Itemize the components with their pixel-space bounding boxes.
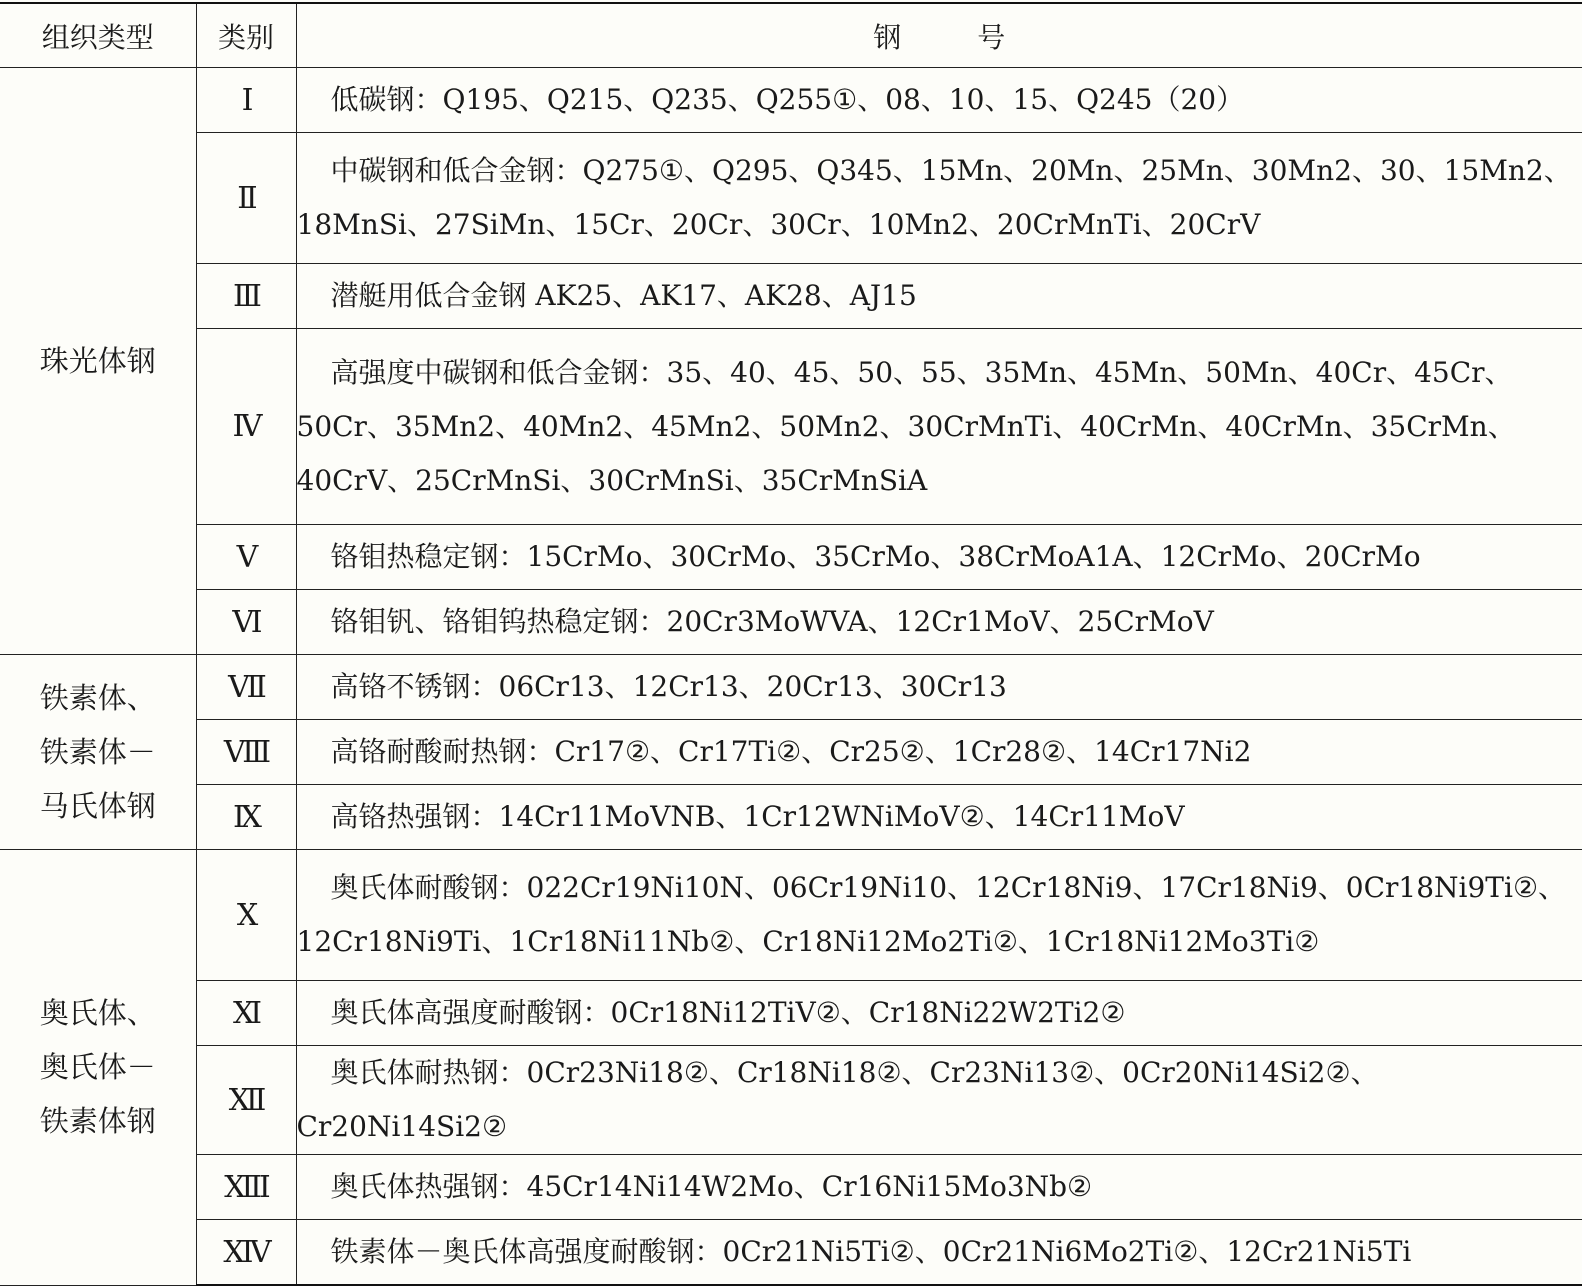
grades-cell: 奥氏体耐酸钢：022Cr19Ni10N、06Cr19Ni10、12Cr18Ni9、17Cr18Ni9、0Cr18Ni9Ti②、12Cr18Ni9Ti、1Cr18Ni11Nb②、Cr18Ni12Mo2Ti②、1Cr18Ni12Mo3Ti② (296, 850, 1582, 981)
group-label-line: 铁素体－ (39, 735, 156, 769)
table-row (0, 850, 1582, 981)
grades-cell: 铬钼钒、铬钼钨热稳定钢：20Cr3MoWVA、12Cr1MoV、25CrMoV (296, 590, 1582, 655)
grades-cell: 奥氏体耐热钢：0Cr23Ni18②、Cr18Ni18②、Cr23Ni13②、0Cr20Ni14Si2②、Cr20Ni14Si2② (296, 1046, 1582, 1155)
header-steel-grade-char1: 钢 (873, 20, 902, 54)
group-label-line: 奥氏体－ (39, 1050, 156, 1085)
table-row (0, 525, 1582, 590)
table-row (0, 264, 1582, 329)
class-cell: Ⅹ (196, 850, 296, 981)
grades-cell: 铬钼热稳定钢：15CrMo、30CrMo、35CrMo、38CrMoA1A、12CrMo、20CrMo (296, 525, 1582, 590)
group-ferritic-martensitic (0, 655, 196, 850)
class-cell: Ⅵ (196, 590, 296, 655)
grades-cell: 中碳钢和低合金钢：Q275①、Q295、Q345、15Mn、20Mn、25Mn、30Mn2、30、15Mn2、18MnSi、27SiMn、15Cr、20Cr、30Cr、10Mn2、20CrMnTi、20CrV (296, 133, 1582, 264)
grades-cell: 高铬不锈钢：06Cr13、12Cr13、20Cr13、30Cr13 (296, 655, 1582, 720)
class-cell: Ⅶ (196, 655, 296, 720)
class-cell: Ⅳ (196, 329, 296, 525)
class-cell: ⅩⅣ (196, 1220, 296, 1286)
class-cell: Ⅻ (196, 1046, 296, 1155)
table-row (0, 590, 1582, 655)
group-pearlitic (0, 68, 196, 655)
table-row (0, 655, 1582, 720)
class-cell: Ⅷ (196, 720, 296, 785)
class-cell: Ⅱ (196, 133, 296, 264)
grades-cell: 铁素体－奥氏体高强度耐酸钢：0Cr21Ni5Ti②、0Cr21Ni6Mo2Ti②、12Cr21Ni5Ti (296, 1220, 1582, 1286)
header-steel-grade (296, 3, 1582, 68)
grades-cell: 潜艇用低合金钢 AK25、AK17、AK28、AJ15 (296, 264, 1582, 329)
header-structure-type: 组织类型 (0, 3, 196, 68)
grades-cell: 高铬耐酸耐热钢：Cr17②、Cr17Ti②、Cr25②、1Cr28②、14Cr17Ni2 (296, 720, 1582, 785)
grades-cell: 高强度中碳钢和低合金钢：35、40、45、50、55、35Mn、45Mn、50Mn、40Cr、45Cr、50Cr、35Mn2、40Mn2、45Mn2、50Mn2、30CrMnTi、40CrMn、40CrMn、35CrMn、40CrV、25CrMnSi、30CrMnSi、35CrMnSiA (296, 329, 1582, 525)
group-austenitic-ferritic (0, 850, 196, 1286)
class-cell: Ⅸ (196, 785, 296, 850)
table-row (0, 68, 1582, 133)
group-label-line: 马氏体钢 (39, 789, 156, 823)
header-row (0, 3, 1582, 68)
table-row (0, 329, 1582, 525)
table-row (0, 1046, 1582, 1155)
table-row (0, 785, 1582, 850)
table-row (0, 1220, 1582, 1286)
table-row (0, 133, 1582, 264)
group-label-line: 珠光体钢 (39, 344, 156, 378)
group-label-line: 奥氏体、 (39, 996, 156, 1031)
header-steel-grade-char2: 号 (977, 20, 1006, 54)
class-cell: Ⅴ (196, 525, 296, 590)
class-cell: ⅫⅠ (196, 1155, 296, 1220)
table-row (0, 1155, 1582, 1220)
steel-classification-table (0, 2, 1582, 1286)
table-row (0, 981, 1582, 1046)
group-label-line: 铁素体钢 (39, 1104, 156, 1139)
grades-cell: 低碳钢：Q195、Q215、Q235、Q255①、08、10、15、Q245（20） (296, 68, 1582, 133)
header-class: 类别 (196, 3, 296, 68)
class-cell: Ⅰ (196, 68, 296, 133)
class-cell: Ⅺ (196, 981, 296, 1046)
class-cell: Ⅲ (196, 264, 296, 329)
grades-cell: 奥氏体热强钢：45Cr14Ni14W2Mo、Cr16Ni15Mo3Nb② (296, 1155, 1582, 1220)
group-label-line: 铁素体、 (39, 681, 156, 715)
grades-cell: 奥氏体高强度耐酸钢：0Cr18Ni12TiV②、Cr18Ni22W2Ti2② (296, 981, 1582, 1046)
grades-cell: 高铬热强钢：14Cr11MoVNB、1Cr12WNiMoV②、14Cr11MoV (296, 785, 1582, 850)
table-row (0, 720, 1582, 785)
